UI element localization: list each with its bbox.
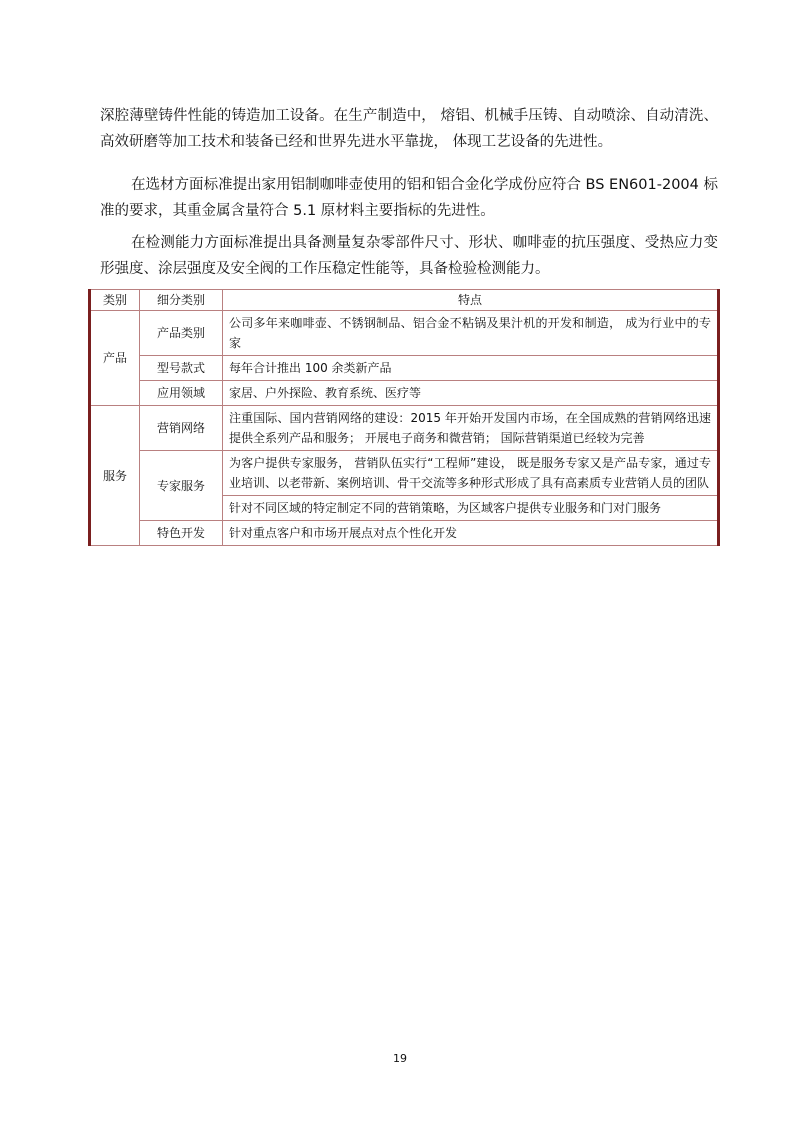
feature-cell: 为客户提供专家服务， 营销队伍实行“工程师”建设， 既是服务专家又是产品专家，通过专业培训、以老带新、案例培训、骨干交流等多种形式形成了具有高素质专业营销人员的团队 [223, 451, 719, 496]
feature-cell: 家居、户外探险、教育系统、医疗等 [223, 381, 719, 406]
subcategory-cell: 型号款式 [140, 356, 223, 381]
paragraph-testing: 在检测能力方面标准提出具备测量复杂零部件尺寸、形状、咖啡壶的抗压强度、受热应力变形强度、涂层强度及安全阀的工作压稳定性能等，具备检验检测能力。 [100, 235, 718, 277]
feature-cell: 注重国际、国内营销网络的建设：2015 年开始开发国内市场，在全国成熟的营销网络迅速提供全系列产品和服务； 开展电子商务和微营销； 国际营销渠道已经较为完善 [223, 406, 719, 451]
subcategory-cell: 产品类别 [140, 311, 223, 356]
table-row [90, 311, 719, 356]
subcategory-cell: 营销网络 [140, 406, 223, 451]
paragraph-equipment: 深腔薄壁铸件性能的铸造加工设备。在生产制造中， 熔铝、机械手压铸、自动喷涂、自动清洗、高效研磨等加工技术和装备已经和世界先进水平靠拢， 体现工艺设备的先进性。 [100, 108, 718, 150]
feature-cell: 针对不同区域的特定制定不同的营销策略，为区域客户提供专业服务和门对门服务 [223, 496, 719, 521]
subcategory-cell: 应用领域 [140, 381, 223, 406]
table-row [90, 381, 719, 406]
table-row [90, 521, 719, 546]
feature-cell: 公司多年来咖啡壶、不锈钢制品、铝合金不粘锅及果汁机的开发和制造， 成为行业中的专家 [223, 311, 719, 356]
header-features: 特点 [223, 290, 719, 311]
table-row [90, 451, 719, 496]
table-header-row [90, 290, 719, 311]
paragraph-materials: 在选材方面标准提出家用铝制咖啡壶使用的铝和铝合金化学成份应符合 BS EN601-2004 标准的要求，其重金属含量符合 5.1 原材料主要指标的先进性。 [100, 177, 718, 219]
subcategory-cell: 特色开发 [140, 521, 223, 546]
feature-table [88, 289, 720, 546]
table-row [90, 356, 719, 381]
table-row [90, 406, 719, 451]
feature-cell: 每年合计推出 100 余类新产品 [223, 356, 719, 381]
page-number: 19 [393, 1052, 407, 1065]
header-category: 类别 [90, 290, 140, 311]
feature-cell: 针对重点客户和市场开展点对点个性化开发 [223, 521, 719, 546]
category-product: 产品 [90, 311, 140, 406]
header-subcategory: 细分类别 [140, 290, 223, 311]
category-service: 服务 [90, 406, 140, 546]
subcategory-cell: 专家服务 [140, 451, 223, 521]
